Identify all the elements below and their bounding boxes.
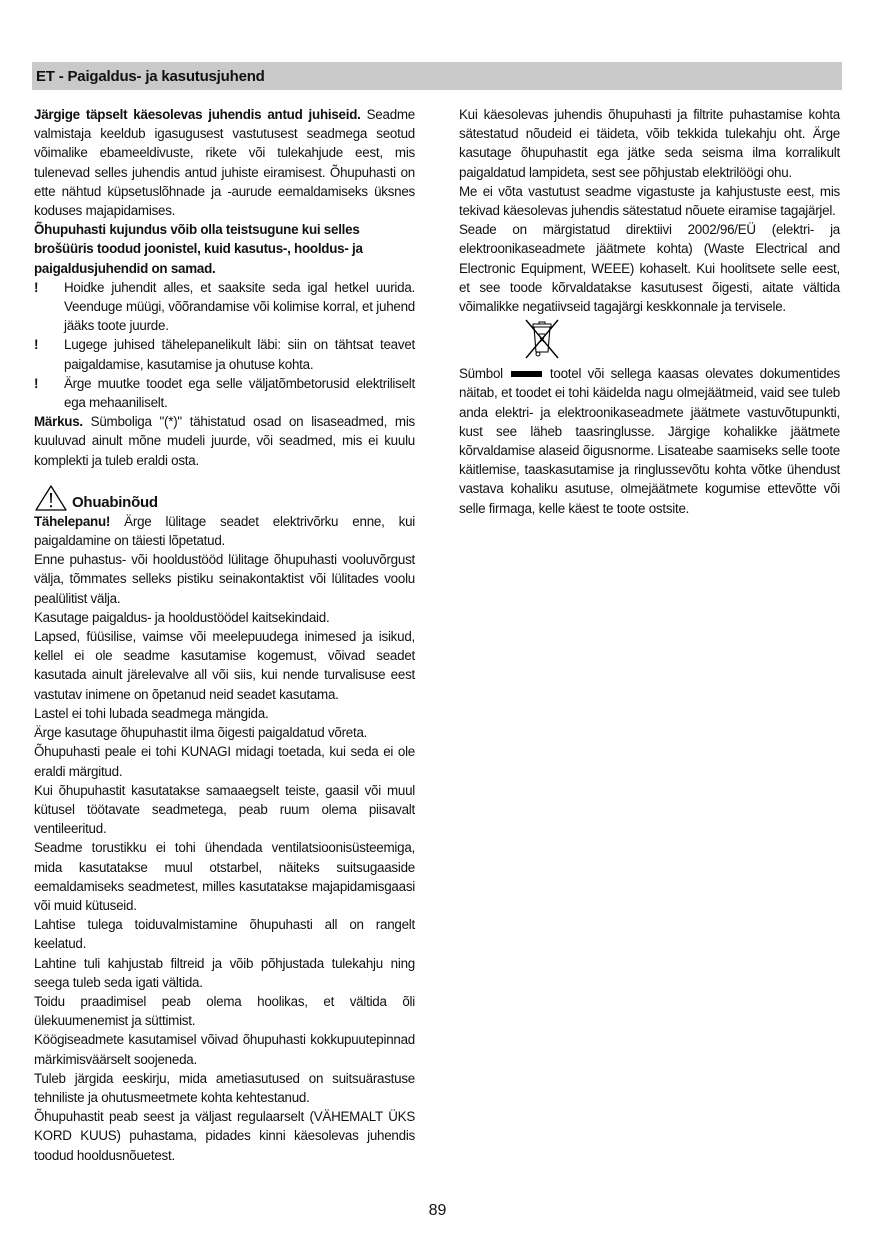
exclamation-mark: !	[34, 375, 39, 391]
symbol-word: Sümbol	[459, 366, 503, 382]
bullet-text: Ärge muutke toodet ega selle väljatõmbetorusid elektriliselt ega mehaaniliselt.	[64, 375, 415, 411]
exclamation-mark: !	[34, 337, 39, 353]
weee-paragraph	[459, 364, 840, 518]
note-paragraph	[34, 412, 415, 470]
warning-triangle-icon	[34, 484, 68, 512]
right-column	[459, 105, 840, 518]
safety-paragraph: Enne puhastus- või hooldustööd lülitage õhupuhasti vooluvõrgust välja, tõmmates selleks pistiku seinakontaktist või lülitades voolu pealülitist välja.	[34, 552, 415, 606]
body-paragraph: Kui käesolevas juhendis õhupuhasti ja filtrite puhastamise kohta sätestatud nõudeid ei täideta, võib tekkida tulekahju oht. Ärge kasutage õhupuhastit ega jätke seda seisma ilma korralikult paigaldatud lampideta, sest see põhjustab elektrilöögi ohu.	[459, 107, 840, 180]
bullet-item	[34, 374, 415, 412]
intro-bold: Järgige täpselt käesolevas juhendis antud juhiseid.	[34, 107, 361, 122]
attention-text: Ärge lülitage seadet elektrivõrku enne, kui paigaldamine on täiesti lõpetatud.	[34, 513, 415, 549]
safety-paragraph: Kui õhupuhastit kasutatakse samaaegselt teiste, gaasil või muul kütusel töötavate seadmetega, peab ruum olema piisavalt ventileeritud.	[34, 782, 415, 837]
safety-paragraph: Lahtine tuli kahjustab filtreid ja võib põhjustada tulekahju ning seega tuleb seda igati vältida.	[34, 955, 415, 990]
design-note: Õhupuhasti kujundus võib olla teistsugune kui selles brošüüris toodud joonistel, kuid kasutus-, hooldus- ja paigaldusjuhendid on samad.	[34, 222, 363, 276]
body-paragraph: Seade on märgistatud direktiivi 2002/96/EÜ (elektri- ja elektroonikaseadmete jäätmete kohta) (Waste Electrical and Electronic Equipment, WEEE) kohaselt. Kui hoolitsete selle eest, et see toode kõrvaldatakse kasutusest õigesti, aitate vältida võimalikke negatiivseid tagajärgi keskkonnale ja tervisele.	[459, 222, 840, 315]
black-bar-icon	[511, 371, 542, 377]
section-title: ET - Paigaldus- ja kasutusjuhend	[36, 67, 265, 85]
safety-paragraph: Toidu praadimisel peab olema hoolikas, et vältida õli ülekuumenemist ja süttimist.	[34, 993, 415, 1029]
safety-paragraph: Ärge kasutage õhupuhastit ilma õigesti paigaldatud võreta.	[34, 725, 368, 741]
note-text: Sümboliga "(*)" tähistatud osad on lisaseadmed, mis kuuluvad ainult mõne mudeli juurde, või seadmed, mis ei kuulu komplekti ja tuleb eraldi osta.	[34, 414, 415, 468]
bullet-item	[34, 278, 415, 336]
weee-symbol-container	[459, 316, 840, 364]
safety-paragraph: Kasutage paigaldus- ja hooldustöödel kaitsekindaid.	[34, 609, 330, 625]
intro-text: Seadme valmistaja keeldub igasugusest vastutusest seadmega seotud võimalike ebameeldivuste, rikete või tulekahjude eest, mis tulenevad selles juhendis antud juhiste eiramisest. Õhupuhasti on ette nähtud küpsetuslõhnade ja -aurude eemaldamiseks üksnes koduses majapidamises.	[34, 107, 415, 219]
bullet-text: Lugege juhised tähelepanelikult läbi: siin on tähtsat teavet paigaldamise, kasutamise ja ohutuse kohta.	[64, 337, 415, 372]
attention-paragraph	[34, 512, 415, 550]
page-number: 89	[428, 1202, 447, 1219]
safety-paragraph: Seadme torustikku ei tohi ühendada ventilatsioonisüsteemiga, mida kasutatakse muul otstarbel, näiteks suitsugaaside eemaldamiseks seadmetest, milles kasutatakse majapidamisgaasi või muid kütuseid.	[34, 840, 415, 913]
safety-paragraph: Lapsed, füüsilise, vaimse või meelepuudega inimesed ja isikud, kellel ei ole seadme kasutamise kogemust, võivad seadet kasutada ainult järelevalve all või siis, kui nende turvalisuse eest vastutav inimene on õpetanud neid seadet kasutama.	[34, 629, 415, 702]
attention-label: Tähelepanu!	[34, 513, 111, 529]
intro-paragraph	[34, 105, 415, 220]
safety-paragraph: Lastel ei tohi lubada seadmega mängida.	[34, 705, 269, 721]
safety-paragraph: Õhupuhasti peale ei tohi KUNAGI midagi toetada, kui seda ei ole eraldi märgitud.	[34, 744, 415, 779]
safety-title: Ohuabinõud	[72, 494, 158, 512]
bullet-item	[34, 335, 415, 373]
safety-paragraph: Õhupuhastit peab seest ja väljast regulaarselt (VÄHEMALT ÜKS KORD KUUS) puhastama, pidades kinni käesolevas juhendis toodud hooldusnõuetest.	[34, 1109, 415, 1163]
weee-crossed-bin-icon	[522, 316, 562, 362]
safety-paragraph: Lahtise tulega toiduvalmistamine õhupuhasti all on rangelt keelatud.	[34, 917, 415, 952]
note-label: Märkus.	[34, 414, 83, 430]
safety-paragraph: Köögiseadmete kasutamisel võivad õhupuhasti kokkupuutepinnad märkimisväärselt soojeneda.	[34, 1032, 415, 1067]
body-paragraph: Me ei võta vastutust seadme vigastuste ja kahjustuste eest, mis tekivad käesolevas juhendis sätestatud nõuete eiramise tagajärjel.	[459, 183, 840, 219]
bullet-text: Hoidke juhendit alles, et saaksite seda igal hetkel uurida. Veenduge müügi, võõrandamise või kolimise korral, et juhend jääks toote juurde.	[64, 279, 415, 334]
safety-heading	[34, 484, 415, 512]
left-column	[34, 105, 415, 1165]
safety-paragraph: Tuleb järgida eeskirju, mida ametiasutused on suitsuärastuse tehniliste ja ohutusmeetmete kohta kehtestanud.	[34, 1070, 415, 1105]
symbol-text: tootel või sellega kaasas olevates dokumentides näitab, et toodet ei tohi käidelda nagu olmejäätmeid, vaid see tuleb anda elektri- ja elektroonikaseadmete jäätmete vastuvõtupunkti, kust see läheb taasringlusse. Järgige kohalikke jäätmete kõrvaldamise alaseid õigusnorme. Lisateabe saamiseks selle toote käitlemise, taaskasutamise ja ringlussevõtu kohta võtke ühendust vastava kohaliku asutuse, olmejäätmete kogumise ettevõtte või selle firmaga, kelle käest te toote ostsite.	[459, 366, 840, 516]
section-header	[32, 62, 842, 90]
exclamation-mark: !	[34, 279, 39, 295]
